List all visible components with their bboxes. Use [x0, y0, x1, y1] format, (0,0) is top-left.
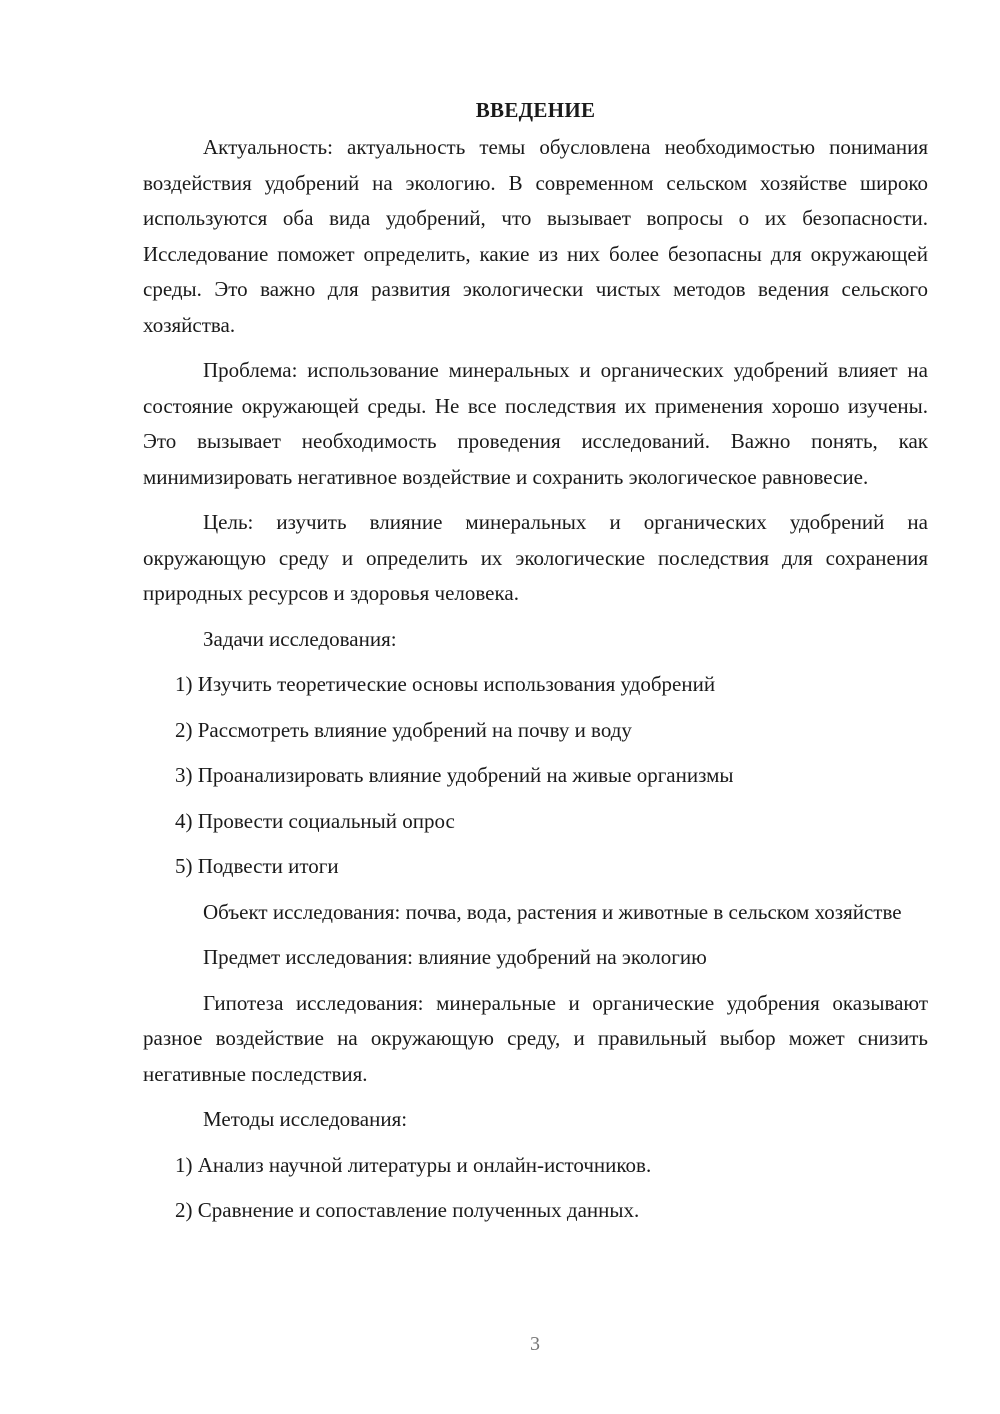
hypothesis-paragraph: Гипотеза исследования: минеральные и органические удобрения оказывают разное воздействие на окружающую среду, и правильный выбор может снизить негативные последствия. — [143, 990, 928, 1086]
method-item: 1) Анализ научной литературы и онлайн-источников. — [175, 1152, 652, 1177]
task-item: 4) Провести социальный опрос — [175, 808, 455, 833]
subject-paragraph: Предмет исследования: влияние удобрений на экологию — [203, 945, 707, 969]
relevance-paragraph: Актуальность: актуальность темы обусловлена необходимостью понимания воздействия удобрений на экологию. В современном сельском хозяйстве широко используются оба вида удобрений, что вызывает вопросы о их безопасности. Исследование поможет определить, какие из них более безопасны для окружающей среды. Это важно для развития экологически чистых методов ведения сельского хозяйства. — [143, 135, 928, 337]
task-item: 5) Подвести итоги — [175, 854, 339, 878]
object-paragraph: Объект исследования: почва, вода, растения и животные в сельском хозяйстве — [203, 899, 902, 924]
section-heading: ВВЕДЕНИЕ — [475, 98, 596, 122]
task-item: 1) Изучить теоретические основы использования удобрений — [175, 672, 716, 696]
document-page — [143, 92, 928, 1239]
task-item: 3) Проанализировать влияние удобрений на живые организмы — [175, 763, 734, 787]
problem-paragraph: Проблема: использование минеральных и органических удобрений влияет на состояние окружающей среды. Не все последствия их применения хорошо изучены. Это вызывает необходимость проведения исследований. Важно понять, как минимизировать негативное воздействие и сохранить экологическое равновесие. — [143, 358, 928, 489]
tasks-label: Задачи исследования: — [203, 626, 397, 651]
method-item: 2) Сравнение и сопоставление полученных данных. — [175, 1198, 640, 1222]
goal-paragraph: Цель: изучить влияние минеральных и органических удобрений на окружающую среду и определить их экологические последствия для сохранения природных ресурсов и здоровья человека. — [143, 510, 928, 605]
task-item: 2) Рассмотреть влияние удобрений на почву и воду — [175, 717, 632, 742]
methods-label: Методы исследования: — [203, 1107, 408, 1131]
page-number: 3 — [530, 1333, 540, 1355]
